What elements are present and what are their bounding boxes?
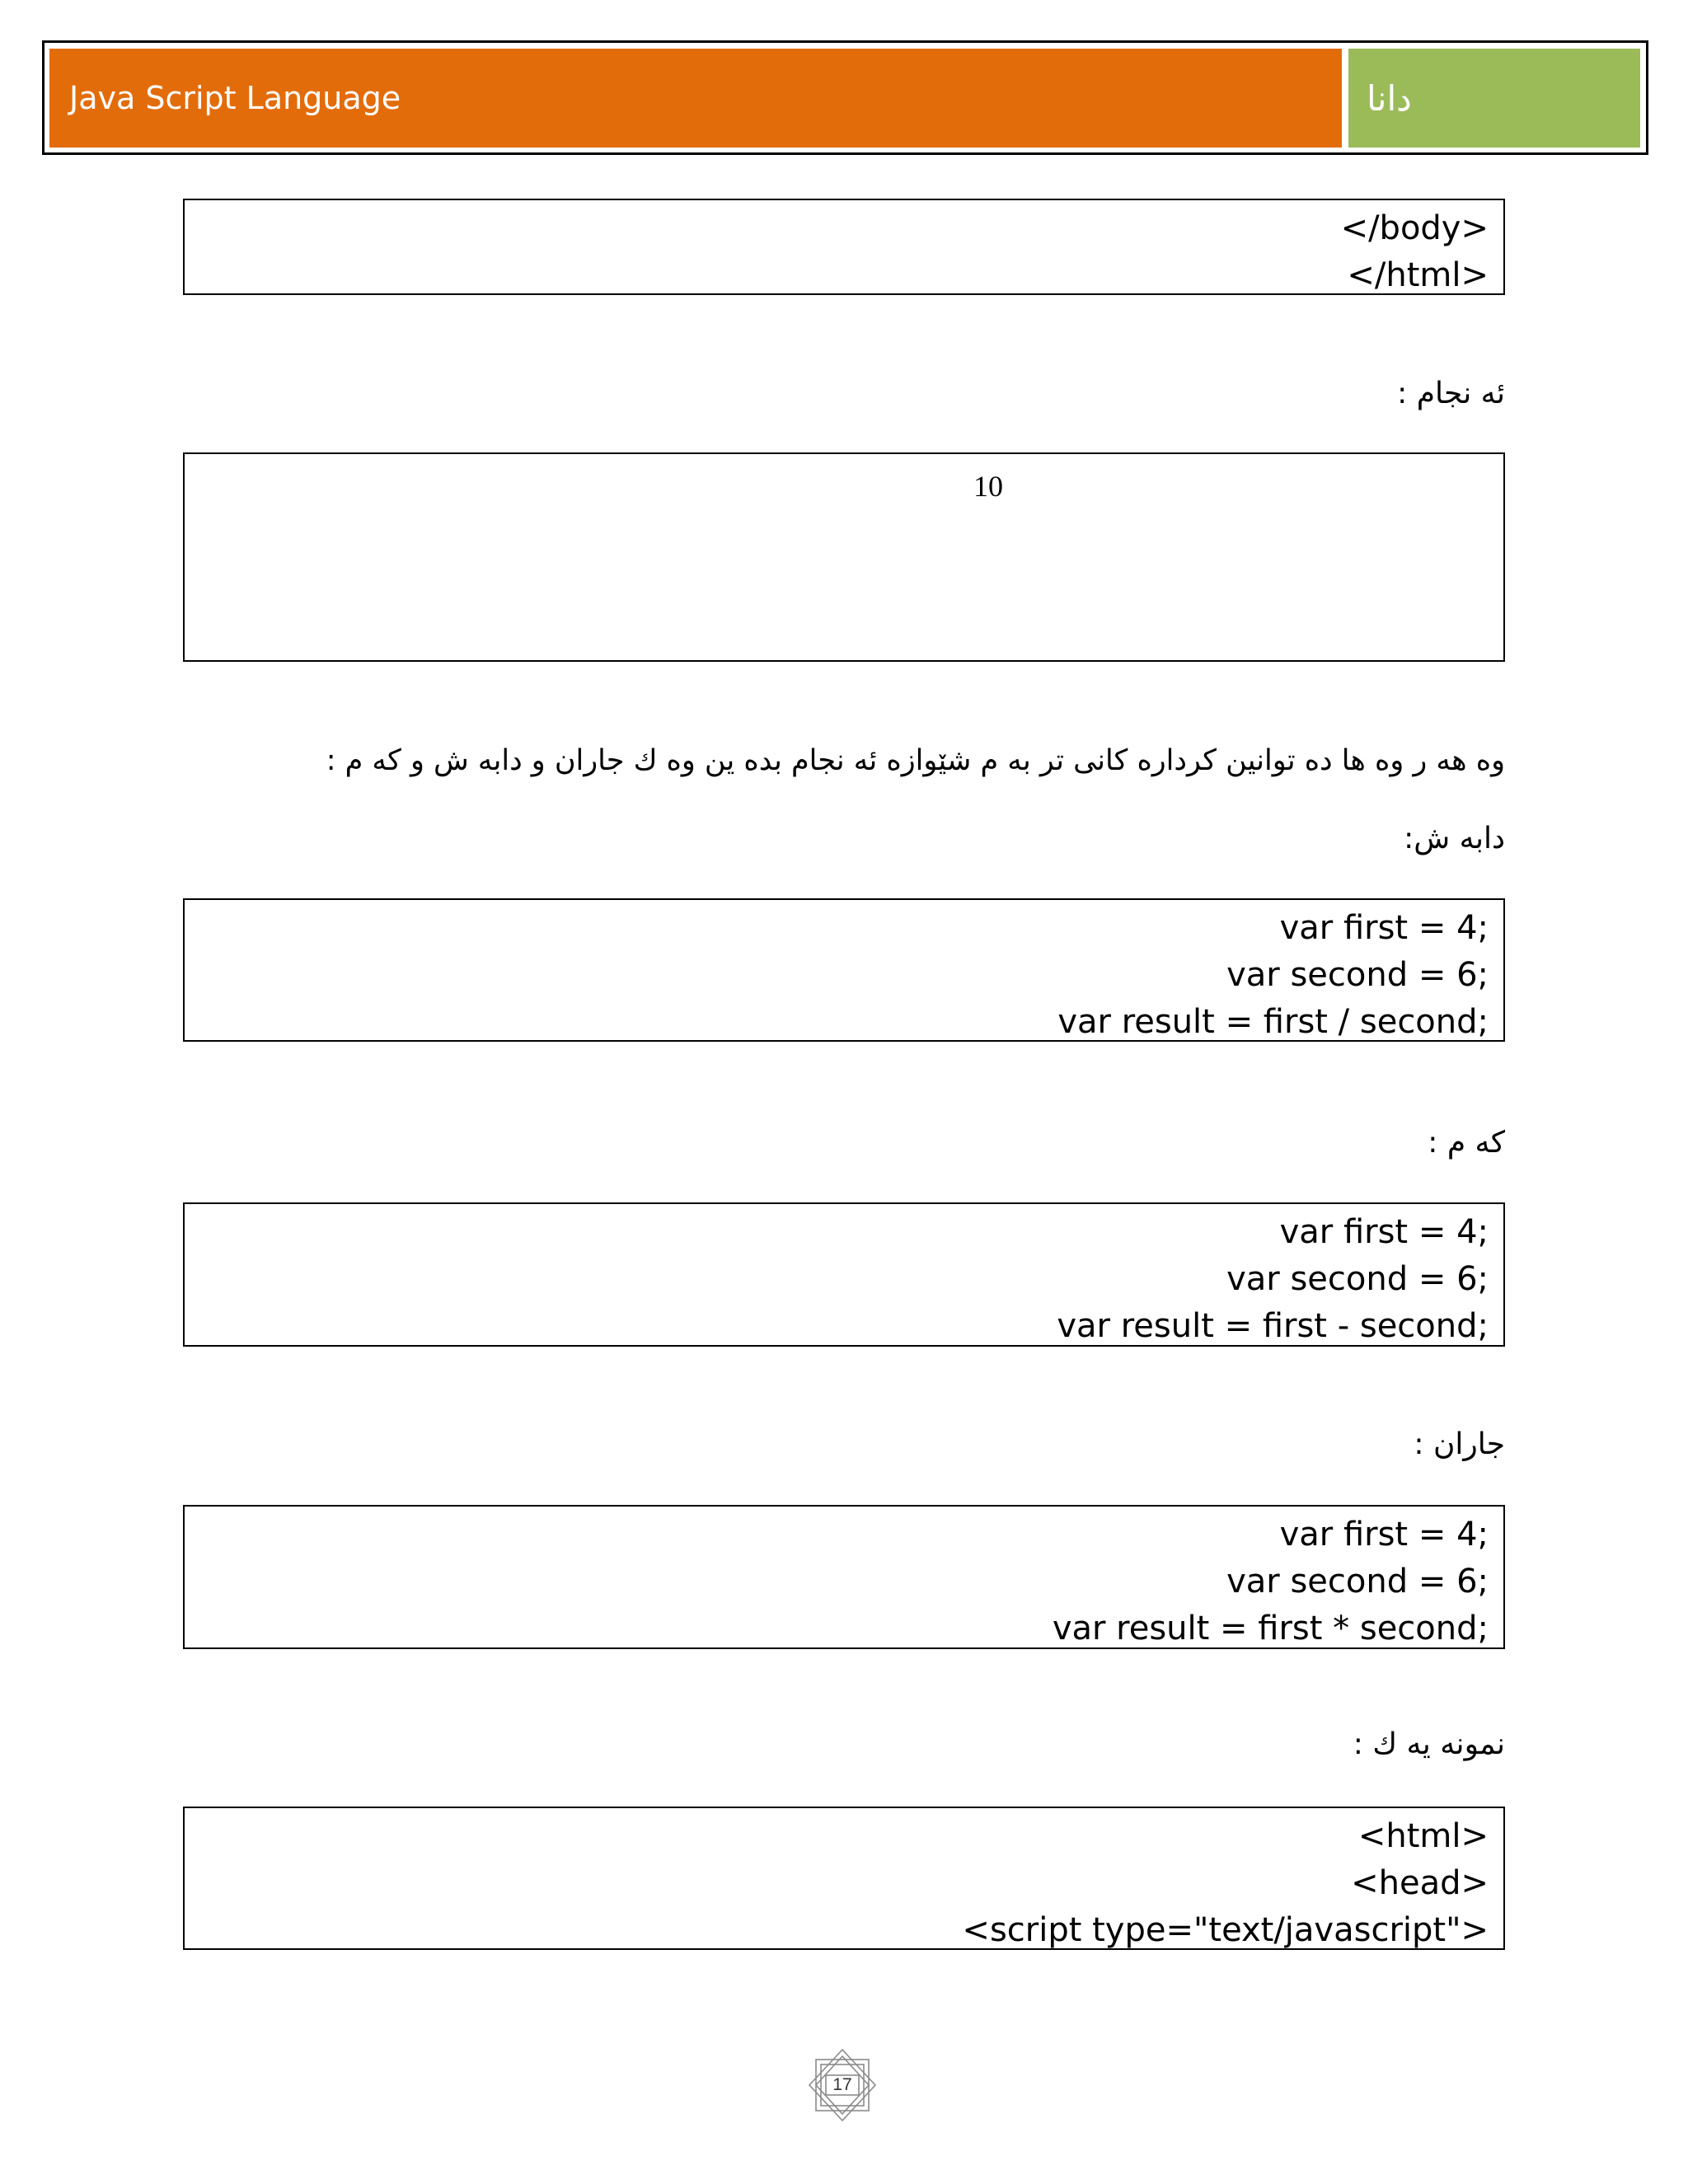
header-right-title: دانا: [1367, 77, 1412, 119]
header-title-bar: [49, 49, 1342, 148]
heading-example-one: نمونه يه ك :: [1353, 1727, 1505, 1761]
output-box: [183, 452, 1505, 662]
heading-multiplication: جاران :: [1414, 1427, 1505, 1461]
header-left-title: Java Script Language: [69, 80, 401, 116]
code-text: var first = 4; var second = 6; var result = first * second;: [1052, 1516, 1489, 1647]
code-box-multiplication: [183, 1505, 1505, 1649]
code-box-example: [183, 1807, 1505, 1950]
output-value: 10: [973, 470, 1003, 503]
page-number-ornament: [801, 2048, 884, 2122]
code-box-closing-tags: [183, 199, 1505, 295]
code-text: <html> <head> <script type="text/javascript">: [962, 1817, 1489, 1949]
paragraph-description: وه هه ر وه ها ده توانين كرداره كانى تر به م شێوازه ئه نجام بده ين وه ك جاران و دابه ش و كه م :: [326, 744, 1505, 777]
code-text: var first = 4; var second = 6; var result = first / second;: [1057, 909, 1489, 1041]
heading-subtraction: كه م :: [1428, 1126, 1505, 1160]
code-box-division: [183, 898, 1505, 1042]
page-number: 17: [832, 2075, 852, 2094]
code-text: </body> </html>: [1340, 209, 1489, 294]
code-box-subtraction: [183, 1202, 1505, 1347]
heading-result: ئه نجام :: [1397, 377, 1505, 410]
code-text: var first = 4; var second = 6; var result = first - second;: [1057, 1213, 1489, 1345]
heading-division: دابه ش:: [1404, 822, 1505, 855]
header-brand-bar: [1348, 49, 1640, 148]
